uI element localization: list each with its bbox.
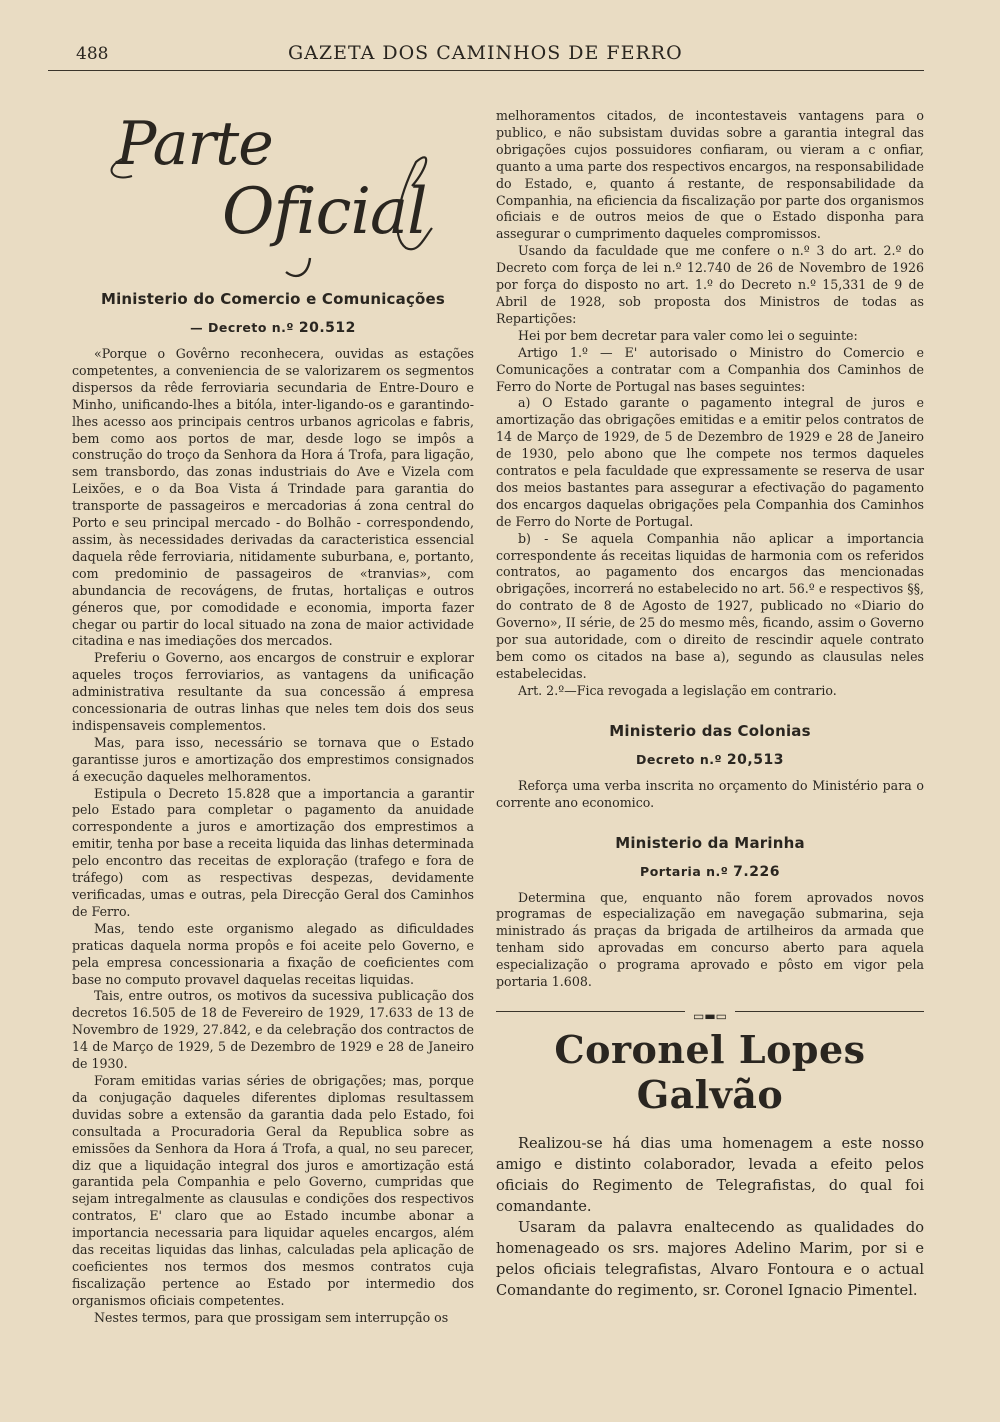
decree-colonias-heading (496, 752, 924, 768)
section-divider (496, 1005, 924, 1023)
page-number: 488 (76, 44, 109, 64)
paragraph: melhoramentos citados, de incontestaveis vantagens para o publico, e não subsistam duvidas sobre a garantia integral das obrigações cujos possuidores confiaram, ou vieram a c onfiar, quanto a uma parte dos respectivos encargos, na responsabilidade do Estado, e, quanto á restante, de responsabilidade da Companhia, na eficiencia da fiscalização por parte dos organismos oficiais e de outros meios de que o Estado disponha para assegurar o cumprimento daqueles compromissos. (496, 108, 924, 242)
ministry-heading: Ministerio do Comercio e Comunicações (100, 290, 446, 308)
paragraph: Hei por bem decretar para valer como lei o seguinte: (518, 327, 858, 343)
paragraph: Preferiu o Governo, aos encargos de construir e explorar aqueles troços ferroviarios, as vantagens da unificação administrativa resultante da sua concessão á empresa concessionaria de outras linhas que neles tem dois dos seus indispensaveis complementos. (72, 650, 474, 733)
decree-number: 20.512 (298, 320, 356, 336)
left-column (72, 108, 474, 1327)
decree-heading (72, 320, 474, 336)
paragraph: Usando da faculdade que me confere o n.º 3 do art. 2.º do Decreto com força de lei n.º 12.740 de 26 de Novembro de 1926 por força do disposto no art. 1.º do Decreto n.º 15,331 de 9 de Abril de 1928, sob proposta dos Ministros de todas as Repartições: (496, 243, 924, 326)
publication-title: GAZETA DOS CAMINHOS DE FERRO (288, 42, 683, 64)
portaria-marinha-heading (496, 864, 924, 880)
paragraph: Usaram da palavra enaltecendo as qualidades do homenageado os srs. majores Adelino Marim, por si e pelos oficiais telegrafistas, Alvaro Fontoura e o actual Comandante do regimento, sr. Coronel Ignacio Pimentel. (496, 1218, 924, 1299)
section-heading-parte: Parte (116, 109, 273, 179)
paragraph: Estipula o Decreto 15.828 que a importancia a garantir pelo Estado para completar o pagamento da anuidade correspondente a juros e amortização dos emprestimos a emitir, tenha por base a receita liquida das linhas determinada pelo encontro das receitas de exploração (trafego e fora de tráfego) com as respectivas despezas, devidamente verificadas, umas e outras, pela Direcção Geral dos Caminhos de Ferro. (72, 785, 474, 919)
ministry-marinha-heading: Ministerio da Marinha (615, 833, 805, 852)
paragraph: Mas, para isso, necessário se tornava que o Estado garantisse juros e amortização dos emprestimos consignados á execução daqueles melhoramentos. (72, 734, 474, 784)
decree-label: Decreto n.º (636, 751, 727, 767)
paragraph: Realizou-se há dias uma homenagem a este nosso amigo e distinto colaborador, levada a efeito pelos oficiais do Regimento de Telegrafistas, do qual foi comandante. (496, 1134, 924, 1215)
train-ornament-icon: ▭▬▭ (685, 1010, 735, 1022)
decree-label: — Decreto n.º (190, 320, 299, 335)
article-headline: Coronel Lopes Galvão (554, 1026, 866, 1117)
paragraph: Nestes termos, para que prossigam sem interrupção os (94, 1309, 449, 1325)
paragraph: Foram emitidas varias séries de obrigações; mas, porque da conjugação daqueles diferentes diplomas resultassem duvidas sobre a extensão da garantia dada pelo Estado, foi consultada a Procuradoria Geral da Republica sobre as emissões da Senhora da Hora á Trofa, a qual, no seu parecer, diz que a liquidação integral dos juros e amortização está garantida pela Companhia e pelo Governo, cumpridas que sejam intregalmente as clausulas e condições dos respectivos contratos, E' claro que ao Estado incumbe abonar a importancia necessaria para liquidar aqueles encargos, além das receitas liquidas das linhas, calculadas pela aplicação de coeficientes nos termos dos mesmos contratos cuja fiscalização pertence ao Estado por intermedio dos organismos oficiais competentes. (72, 1072, 474, 1308)
section-heading (72, 108, 474, 280)
section-heading-oficial: Oficial (222, 175, 427, 249)
decree-number: 7.226 (733, 863, 780, 880)
paragraph: a) O Estado garante o pagamento integral de juros e amortização das obrigações emitidas e a emitir pelos contratos de 14 de Março de 1929, de 5 de Dezembro de 1929 e 28 de Janeiro de 1930, pelo abono que lhe compete nos termos daqueles contratos e pela faculdade que expressamente se reserva de usar dos meios bastantes para assegurar a efectivação do pagamento dos encargos daquelas obrigações pela Companhia dos Caminhos de Ferro do Norte de Portugal. (496, 395, 924, 529)
paragraph: «Porque o Govêrno reconhecera, ouvidas as estações competentes, a conveniencia de se valorizarem os segmentos dispersos da rêde ferroviaria secundaria de Entre-Douro e Minho, unificando-lhes a bitóla, inter-ligando-os e garantindo-lhes acesso aos principais centros urbanos agricolas e fabris, bem como aos portos de mar, desde logo se impôs a construção do troço da Senhora da Hora á Trofa, para ligação, sem transbordo, das zonas industriais do Ave e Vizela com Leixões, e o da Boa Vista á Trindade para garantia do transporte de passageiros e mercadorias á zona central do Porto e seu principal mercado - do Bolhão - correspondendo, assim, às necessidades derivadas da caracteristica essencial daquela rêde ferroviaria, nitidamente suburbana, e, portanto, com predominio de passageiros de «tranvias», com abundancia de recovágens, de frutas, hortaliças e outros géneros que, por comodidade e economia, importa fazer chegar ou partir do local situado na zona de maior actividade citadina e nas imediações dos mercados. (72, 346, 474, 649)
article-body (496, 1133, 924, 1301)
paragraph: Mas, tendo este organismo alegado as dificuldades praticas daquela norma propôs e foi aceite pelo Governo, e pela empresa concessionaria a fixação de coeficientes com base no computo provavel daquelas receitas liquidas. (72, 920, 474, 987)
running-head (48, 38, 924, 71)
decree-label: Portaria n.º (640, 863, 734, 879)
paragraph: Determina que, enquanto não forem aprovados novos programas de especialização em navegação submarina, seja ministrado ás praças da brigada de artilheiros da armada que tenham sido aprovadas em concurso aberto para aquela especialização o programa aprovado e pôsto em vigor pela portaria 1.608. (496, 889, 924, 990)
paragraph: Reforça uma verba inscrita no orçamento do Ministério para o corrente ano economico. (496, 777, 924, 810)
paragraph: b) - Se aquela Companhia não aplicar a importancia correspondente ás receitas liquidas de harmonia com os referidos contratos, ao pagamento dos encargos das mencionadas obrigações, incorrerá no estabelecido no art. 56.º e respectivos §§, do contrato de 8 de Agosto de 1927, publicado no «Diario do Governo», II série, de 25 do mesmo mês, ficando, assim o Governo por sua autoridade, com o direito de rescindir aquele contrato bem como os citados na base a), segundo as clausulas neles estabelecidas. (496, 530, 924, 681)
paragraph: Artigo 1.º — E' autorisado o Ministro do Comercio e Comunicações a contratar com a Companhia dos Caminhos de Ferro do Norte de Portugal nas bases seguintes: (496, 344, 924, 394)
paragraph: Art. 2.º—Fica revogada a legislação em contrario. (518, 682, 837, 698)
decree-number: 20,513 (726, 751, 784, 768)
right-column (496, 108, 924, 1301)
paragraph: Tais, entre outros, os motivos da sucessiva publicação dos decretos 16.505 de 18 de Fevereiro de 1929, 17.633 de 13 de Novembro de 1929, 27.842, e da celebração dos contractos de 14 de Março de 1929, 5 de Dezembro de 1929 e 28 de Janeiro de 1930. (72, 988, 474, 1072)
ministry-colonias-heading: Ministerio das Colonias (609, 721, 811, 740)
